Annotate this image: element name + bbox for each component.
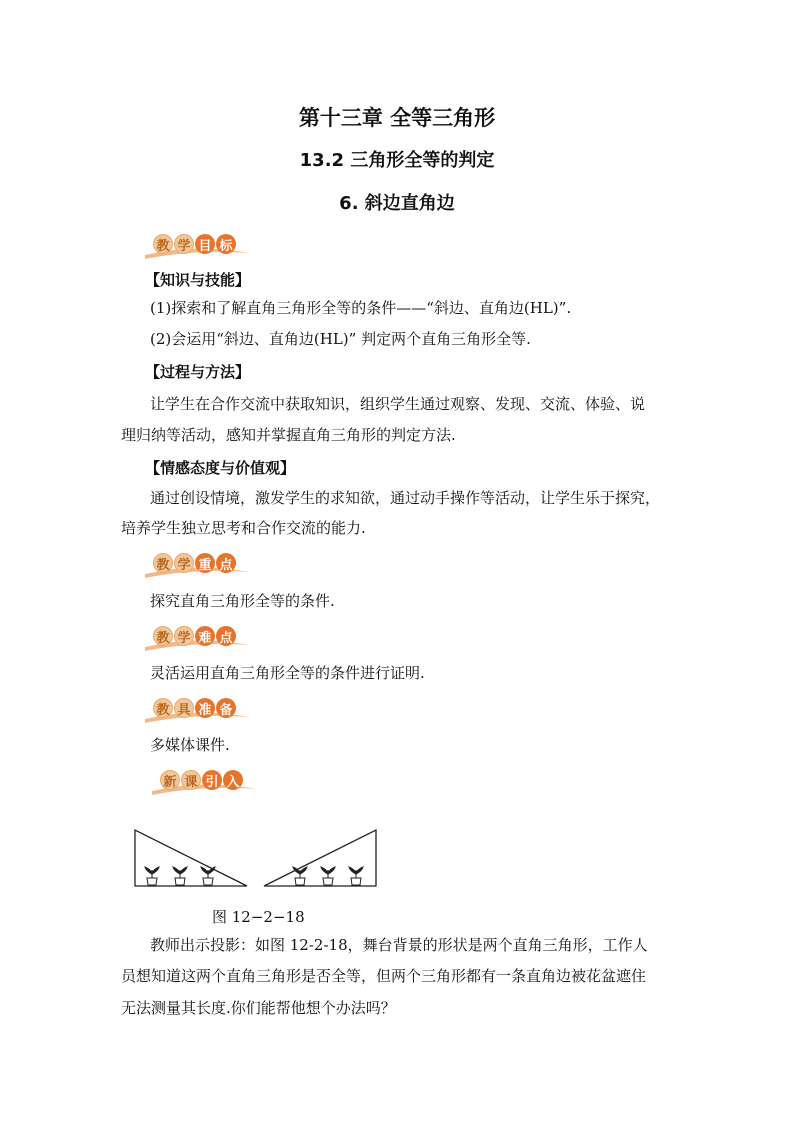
badge-char: 学 xyxy=(174,626,194,646)
badge-char: 具 xyxy=(174,698,194,718)
process-heading: 【过程与方法】 xyxy=(145,363,251,381)
badge-char: 教 xyxy=(153,234,173,254)
badge-teaching-tools xyxy=(153,694,237,722)
attitude-line-1: 通过创设情境，激发学生的求知欲，通过动手操作等活动，让学生乐于探究， xyxy=(150,489,661,507)
flower-pot-icon xyxy=(321,867,335,885)
flower-pot-icon xyxy=(173,867,187,885)
chapter-title: 第十三章 全等三角形 xyxy=(298,106,496,130)
badge-char: 课 xyxy=(181,770,201,790)
badge-new-lesson xyxy=(160,766,244,794)
intro-line-1: 教师出示投影：如图 12-2-18，舞台背景的形状是两个直角三角形，工作人 xyxy=(150,936,648,954)
badge-char: 入 xyxy=(223,770,243,790)
flower-pot-icon xyxy=(349,867,363,885)
flower-pots xyxy=(145,867,363,885)
flower-pot-icon xyxy=(145,867,159,885)
triangles-figure xyxy=(130,826,380,892)
badge-char: 目 xyxy=(195,234,215,254)
badge-char: 准 xyxy=(195,698,215,718)
badge-char: 学 xyxy=(174,234,194,254)
process-line-1: 让学生在合作交流中获取知识，组织学生通过观察、发现、交流、体验、说 xyxy=(150,395,646,413)
badge-char: 备 xyxy=(216,698,236,718)
badge-char: 教 xyxy=(153,626,173,646)
lesson-title: 6. 斜边直角边 xyxy=(339,193,455,214)
flower-pot-icon xyxy=(293,867,307,885)
intro-line-2: 员想知道这两个直角三角形是否全等，但两个三角形都有一条直角边被花盆遮住 xyxy=(121,967,647,985)
knowledge-heading: 【知识与技能】 xyxy=(145,271,251,289)
badge-char: 引 xyxy=(202,770,222,790)
teaching-tools-text: 多媒体课件. xyxy=(150,736,230,754)
badge-key-points xyxy=(153,549,237,577)
knowledge-item-1: (1)探索和了解直角三角形全等的条件——“斜边、直角边(HL)”. xyxy=(150,299,572,317)
badge-char: 点 xyxy=(216,626,236,646)
key-points-text: 探究直角三角形全等的条件. xyxy=(150,592,335,610)
flower-pot-icon xyxy=(201,867,215,885)
intro-line-3: 无法测量其长度.你们能帮他想个办法吗？ xyxy=(121,999,396,1017)
badge-char: 难 xyxy=(195,626,215,646)
figure-caption: 图 12−2−18 xyxy=(212,908,305,926)
badge-char: 点 xyxy=(216,553,236,573)
badge-char: 标 xyxy=(216,234,236,254)
section-title: 13.2 三角形全等的判定 xyxy=(299,150,495,171)
attitude-heading: 【情感态度与价值观】 xyxy=(145,459,296,477)
badge-difficulties xyxy=(153,622,237,650)
badge-char: 重 xyxy=(195,553,215,573)
knowledge-item-2: (2)会运用“斜边、直角边(HL)” 判定两个直角三角形全等. xyxy=(150,330,531,348)
badge-char: 教 xyxy=(153,698,173,718)
badge-teaching-goal xyxy=(153,230,237,258)
process-line-2: 理归纳等活动，感知并掌握直角三角形的判定方法. xyxy=(121,426,456,444)
badge-char: 新 xyxy=(160,770,180,790)
attitude-line-2: 培养学生独立思考和合作交流的能力. xyxy=(121,519,366,537)
difficulties-text: 灵活运用直角三角形全等的条件进行证明. xyxy=(150,664,425,682)
badge-char: 教 xyxy=(153,553,173,573)
badge-char: 学 xyxy=(174,553,194,573)
